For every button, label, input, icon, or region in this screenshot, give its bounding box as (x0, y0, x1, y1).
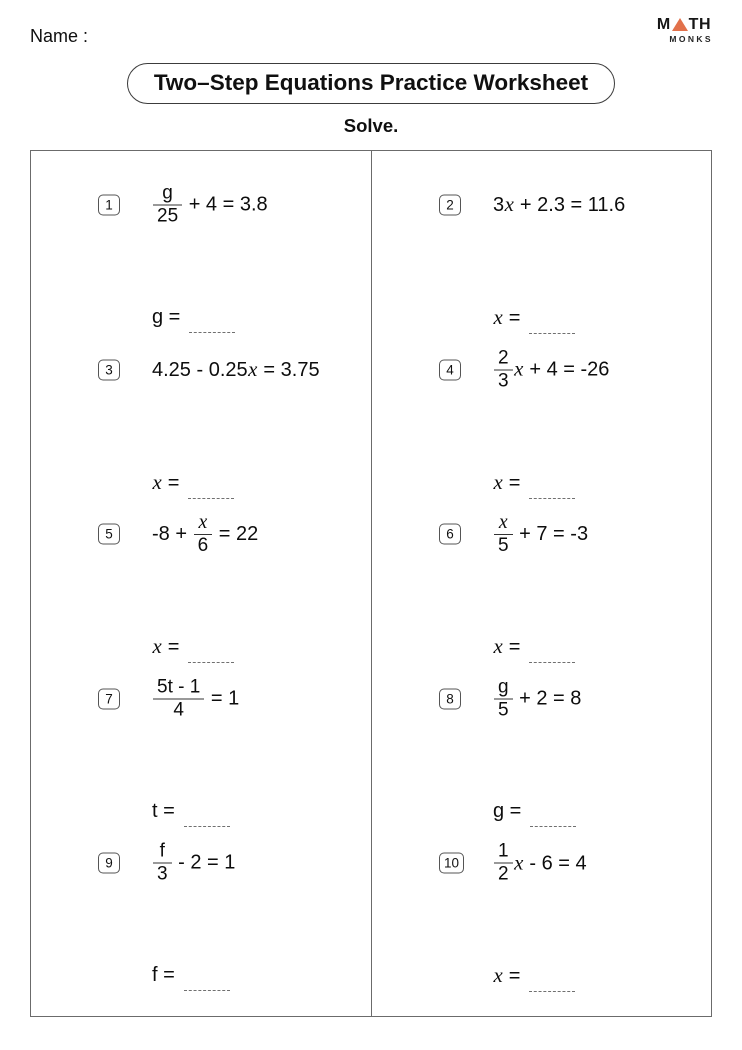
problem-5 (31, 503, 371, 668)
fraction-denominator: 25 (157, 205, 179, 227)
equation-text: = 22 (213, 522, 259, 545)
instruction-solve: Solve. (343, 115, 399, 136)
equation-row (31, 503, 371, 565)
variable-x: x (504, 193, 514, 216)
answer-row (152, 471, 234, 495)
problem-7 (31, 668, 371, 833)
equation-text: + 4 = 3.8 (183, 193, 268, 216)
answer-row (493, 306, 575, 330)
fraction-denominator: 6 (197, 535, 209, 556)
answer-blank (189, 332, 235, 333)
answer-row (493, 800, 576, 823)
problem-3 (31, 339, 371, 504)
fraction-denominator: 3 (157, 863, 168, 885)
answer-row (152, 964, 230, 987)
answer-row (152, 306, 235, 329)
math-monks-logo (657, 16, 711, 44)
equation (493, 841, 587, 886)
answer-blank (529, 333, 575, 334)
fraction (194, 511, 213, 557)
equation-text: x - 6 = 4 (514, 851, 587, 874)
title-container (0, 63, 742, 104)
problem-10 (372, 832, 713, 997)
problem-number: 4 (439, 359, 461, 380)
equation-text: 4.25 - 0.25x = 3.75 (152, 357, 320, 381)
answer-row (493, 471, 575, 495)
equation (493, 676, 581, 721)
answer-label: x = (152, 470, 180, 494)
fraction-numerator: g (162, 182, 173, 204)
fraction (494, 841, 513, 886)
answer-label: x = (493, 964, 521, 987)
fraction-numerator: 5t - 1 (157, 676, 201, 697)
variable-x: x (152, 635, 162, 658)
answer-blank (184, 826, 230, 827)
logo-subtext: MONKS (669, 34, 713, 44)
problem-1 (31, 174, 371, 339)
equation (152, 676, 239, 721)
answer-blank (529, 498, 575, 499)
variable-x: x (493, 635, 503, 658)
problems-box (30, 150, 712, 1017)
answer-blank (188, 662, 234, 663)
problem-number: 5 (98, 524, 120, 545)
problem-2 (372, 174, 713, 339)
fraction-denominator: 2 (498, 863, 509, 885)
column-right (372, 151, 713, 1016)
fraction-numerator (494, 511, 512, 534)
equation-row (372, 832, 713, 894)
logo-wordmark (657, 16, 711, 33)
problem-4 (372, 339, 713, 504)
equation (493, 511, 588, 557)
fraction-denominator: 4 (173, 699, 184, 720)
variable-x: x (493, 964, 503, 987)
answer-blank (529, 662, 575, 663)
problem-6 (372, 503, 713, 668)
variable-x: x (493, 306, 503, 329)
problem-9 (31, 832, 371, 997)
answer-row (152, 800, 230, 823)
fraction-numerator: g (498, 676, 509, 697)
answer-blank (188, 498, 234, 499)
equation (493, 347, 609, 392)
fraction-numerator: f (159, 840, 165, 862)
fraction (153, 841, 172, 886)
problem-number: 7 (98, 688, 120, 709)
equation (152, 183, 268, 228)
problem-number: 1 (98, 195, 120, 216)
problem-number: 2 (439, 195, 461, 216)
answer-label: t = (152, 799, 175, 822)
answer-label: g = (152, 306, 181, 328)
fraction-denominator: 3 (498, 370, 509, 391)
fraction-numerator: 2 (498, 347, 509, 368)
answer-label: x = (493, 470, 521, 494)
answer-label: x = (493, 635, 521, 658)
equation-row (31, 668, 371, 730)
fraction-numerator (194, 511, 212, 534)
fraction-denominator: 5 (498, 535, 509, 556)
variable-x: x (198, 511, 208, 533)
answer-blank (530, 826, 576, 827)
equation-text: = 1 (205, 687, 240, 709)
answer-blank (184, 990, 230, 991)
answer-row (493, 635, 575, 659)
fraction (494, 511, 513, 557)
equation (152, 841, 235, 886)
problem-number: 10 (439, 853, 464, 874)
equation-row (372, 668, 713, 730)
problem-number: 3 (98, 359, 120, 380)
equation (493, 193, 625, 217)
answer-label: x = (152, 635, 180, 658)
answer-label: f = (152, 964, 175, 986)
problem-number: 8 (439, 688, 461, 709)
page-title: Two–Step Equations Practice Worksheet (127, 63, 615, 104)
fraction (153, 676, 204, 721)
equation-text: - 2 = 1 (172, 851, 236, 874)
problem-number: 9 (98, 853, 120, 874)
answer-label: g = (493, 799, 522, 822)
variable-x: x (498, 511, 508, 533)
equation-row (31, 832, 371, 894)
fraction-denominator: 5 (498, 699, 509, 720)
problem-number: 6 (439, 524, 461, 545)
equation-text: -8 + (152, 522, 193, 545)
answer-blank (529, 991, 575, 992)
fraction (494, 347, 513, 392)
equation (152, 511, 258, 557)
variable-x: x (514, 851, 524, 874)
equation-row (31, 174, 371, 236)
fraction (153, 183, 182, 228)
variable-x: x (248, 357, 258, 381)
variable-x: x (152, 470, 162, 494)
equation (152, 358, 320, 382)
logo-letter-m: M (656, 16, 671, 33)
equation-row (31, 339, 371, 401)
equation-text: + 2 = 8 (513, 687, 582, 709)
triangle-icon (672, 18, 688, 31)
variable-x: x (493, 470, 503, 494)
variable-x: x (514, 357, 524, 381)
answer-label: x = (493, 306, 521, 329)
column-left (31, 151, 372, 1016)
equation-text: 3x + 2.3 = 11.6 (493, 193, 626, 216)
logo-letters-th: TH (688, 16, 711, 33)
fraction (494, 676, 513, 721)
equation-row (372, 503, 713, 565)
equation-row (372, 339, 713, 401)
fraction-numerator: 1 (498, 840, 509, 862)
equation-text: x + 4 = -26 (514, 357, 610, 381)
name-label: Name : (30, 26, 89, 46)
equation-row (372, 174, 713, 236)
problem-8 (372, 668, 713, 833)
equation-text: + 7 = -3 (513, 522, 589, 545)
answer-row (493, 964, 575, 988)
answer-row (152, 635, 234, 659)
